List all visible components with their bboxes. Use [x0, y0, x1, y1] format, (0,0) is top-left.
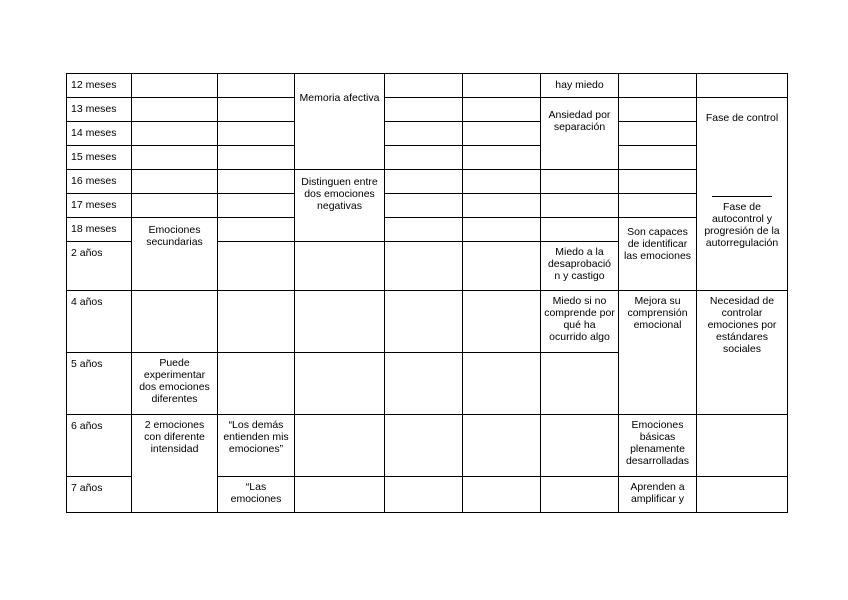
table-cell [463, 74, 541, 98]
table-cell [697, 477, 788, 513]
table-cell [385, 74, 463, 98]
age-cell: 13 meses [67, 98, 132, 122]
age-cell: 4 años [67, 291, 132, 353]
age-cell: 14 meses [67, 122, 132, 146]
fase-cell [697, 98, 788, 291]
son-capaces-cell: Son capaces de identificar las emociones [619, 218, 697, 291]
age-cell: 7 años [67, 477, 132, 513]
miedo-desaprobacion-cell: Miedo a la desaprobació n y castigo [541, 242, 619, 291]
table-cell [132, 146, 218, 170]
table-cell [619, 122, 697, 146]
age-cell: 18 meses [67, 218, 132, 242]
table-cell [385, 353, 463, 415]
table-cell [218, 353, 295, 415]
table-cell [463, 291, 541, 353]
table-cell [132, 291, 218, 353]
age-cell: 15 meses [67, 146, 132, 170]
table-cell [463, 218, 541, 242]
table-cell [385, 146, 463, 170]
table-cell [132, 170, 218, 194]
table-cell [619, 98, 697, 122]
table-cell [385, 218, 463, 242]
table-cell [218, 122, 295, 146]
age-cell: 6 años [67, 415, 132, 477]
table-cell [218, 218, 295, 242]
table-cell [218, 74, 295, 98]
table-cell [385, 242, 463, 291]
los-demas-cell: “Los demás entienden mis emociones” [218, 415, 295, 477]
table-cell [619, 146, 697, 170]
table-cell [295, 291, 385, 353]
table-cell [295, 242, 385, 291]
table-cell [295, 477, 385, 513]
table-cell [619, 194, 697, 218]
table-cell [218, 98, 295, 122]
emociones-secundarias-cell: Emociones secundarias [132, 218, 218, 291]
table-cell [218, 194, 295, 218]
table-cell [218, 242, 295, 291]
divider-line [712, 196, 772, 197]
table-cell [463, 146, 541, 170]
table-cell [697, 74, 788, 98]
fase-autocontrol-text: Fase de autocontrol y progresión de la autorregulación [704, 201, 780, 249]
age-cell: 2 años [67, 242, 132, 291]
table-cell [385, 415, 463, 477]
table-cell [619, 74, 697, 98]
table-cell [218, 146, 295, 170]
table-cell [132, 74, 218, 98]
mejora-comprension-cell: Mejora su comprensión emocional [619, 291, 697, 415]
table-cell [132, 194, 218, 218]
emociones-basicas-cell: Emociones básicas plenamente desarrolladas [619, 415, 697, 477]
table-cell [619, 170, 697, 194]
table-cell [385, 291, 463, 353]
memoria-afectiva-cell: Memoria afectiva [295, 74, 385, 170]
table-cell [463, 194, 541, 218]
age-cell: 12 meses [67, 74, 132, 98]
table-cell [541, 218, 619, 242]
fase-control-text: Fase de control [705, 112, 779, 124]
age-cell: 5 años [67, 353, 132, 415]
table-cell [385, 170, 463, 194]
age-cell: 16 meses [67, 170, 132, 194]
table-cell [463, 415, 541, 477]
table-cell [385, 194, 463, 218]
table-cell [463, 353, 541, 415]
table-cell [385, 98, 463, 122]
emotional-development-table [66, 73, 788, 513]
table-cell [295, 353, 385, 415]
puede-experimentar-cell: Puede experimentar dos emociones diferentes [132, 353, 218, 415]
table-cell [385, 122, 463, 146]
necesidad-controlar-cell: Necesidad de controlar emociones por estándares sociales [697, 291, 788, 415]
table-cell [541, 194, 619, 218]
table-cell [463, 98, 541, 122]
table-cell [541, 353, 619, 415]
las-emociones-cell: “Las emociones [218, 477, 295, 513]
table-cell [463, 122, 541, 146]
table-cell [463, 477, 541, 513]
age-cell: 17 meses [67, 194, 132, 218]
table-cell [132, 122, 218, 146]
table-cell [218, 170, 295, 194]
table-cell [697, 415, 788, 477]
table-cell [541, 415, 619, 477]
table-cell [132, 98, 218, 122]
table-cell [218, 291, 295, 353]
table-cell [463, 242, 541, 291]
aprenden-amplificar-cell: Aprenden a amplificar y [619, 477, 697, 513]
distinguen-negativas-cell: Distinguen entre dos emociones negativas [295, 170, 385, 242]
table-cell [295, 415, 385, 477]
ansiedad-separacion-cell: Ansiedad por separación [541, 98, 619, 170]
table-cell [463, 170, 541, 194]
dos-emociones-cell: 2 emociones con diferente intensidad [132, 415, 218, 513]
table-cell [385, 477, 463, 513]
table-cell [541, 477, 619, 513]
table-cell [541, 170, 619, 194]
miedo-no-comprende-cell: Miedo si no comprende por qué ha ocurrido algo [541, 291, 619, 353]
hay-miedo-cell: hay miedo [541, 74, 619, 98]
